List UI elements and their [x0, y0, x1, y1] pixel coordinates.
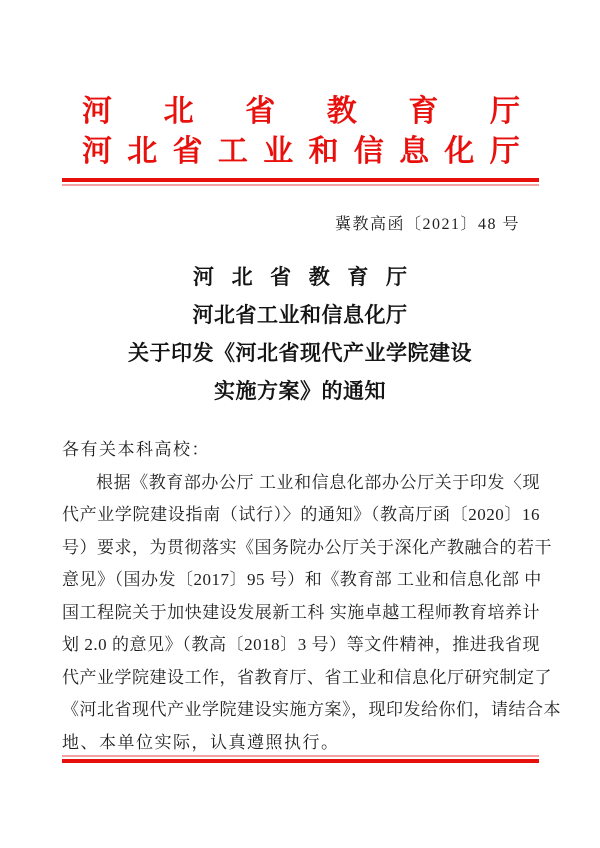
body-line: 根据《教育部办公厅 工业和信息化部办公厅关于印发〈现 — [96, 472, 540, 492]
body-line: 国工程院关于加快建设发展新工科 实施卓越工程师教育培养计 — [62, 602, 540, 622]
title-line-2: 河北省工业和信息化厅 — [192, 303, 408, 327]
rule-thin-line — [62, 184, 539, 186]
body-line: 号）要求，为贯彻落实《国务院办公厅关于深化产教融合的若干 — [62, 537, 552, 557]
body-line: 代产业学院建设指南（试行）〉的通知》（教高厅函〔2020〕16 — [62, 505, 540, 524]
letterhead-org-1: 河北省教育厅 — [82, 95, 572, 128]
document-body — [62, 434, 561, 759]
body-line: 意见》（国办发〔2017〕95 号）和《教育部 工业和信息化部 中 — [62, 570, 542, 589]
document-title — [0, 258, 600, 410]
title-line-1: 河北省教育厅 — [192, 265, 425, 289]
title-line-3: 关于印发《河北省现代产业学院建设 — [128, 341, 472, 365]
letterhead-org-2: 河北省工业和信息化厅 — [82, 135, 535, 168]
body-line: 《河北省现代产业学院建设实施方案》，现印发给你们，请结合本 — [62, 700, 561, 719]
salutation: 各有关本科高校： — [62, 440, 210, 459]
document-number: 冀教高函〔2021〕48 号 — [334, 216, 520, 233]
letterhead-separator-rule — [62, 178, 539, 186]
footer-separator-rule — [62, 755, 539, 763]
title-line-4: 实施方案》的通知 — [214, 379, 386, 403]
body-line: 地、本单位实际，认真遵照执行。 — [62, 732, 340, 752]
body-line: 代产业学院建设工作，省教育厅、省工业和信息化厅研究制定了 — [62, 667, 552, 687]
rule-thick-line — [62, 759, 539, 763]
body-line: 划 2.0 的意见》（教高〔2018〕3 号）等文件精神，推进我省现 — [62, 635, 540, 654]
